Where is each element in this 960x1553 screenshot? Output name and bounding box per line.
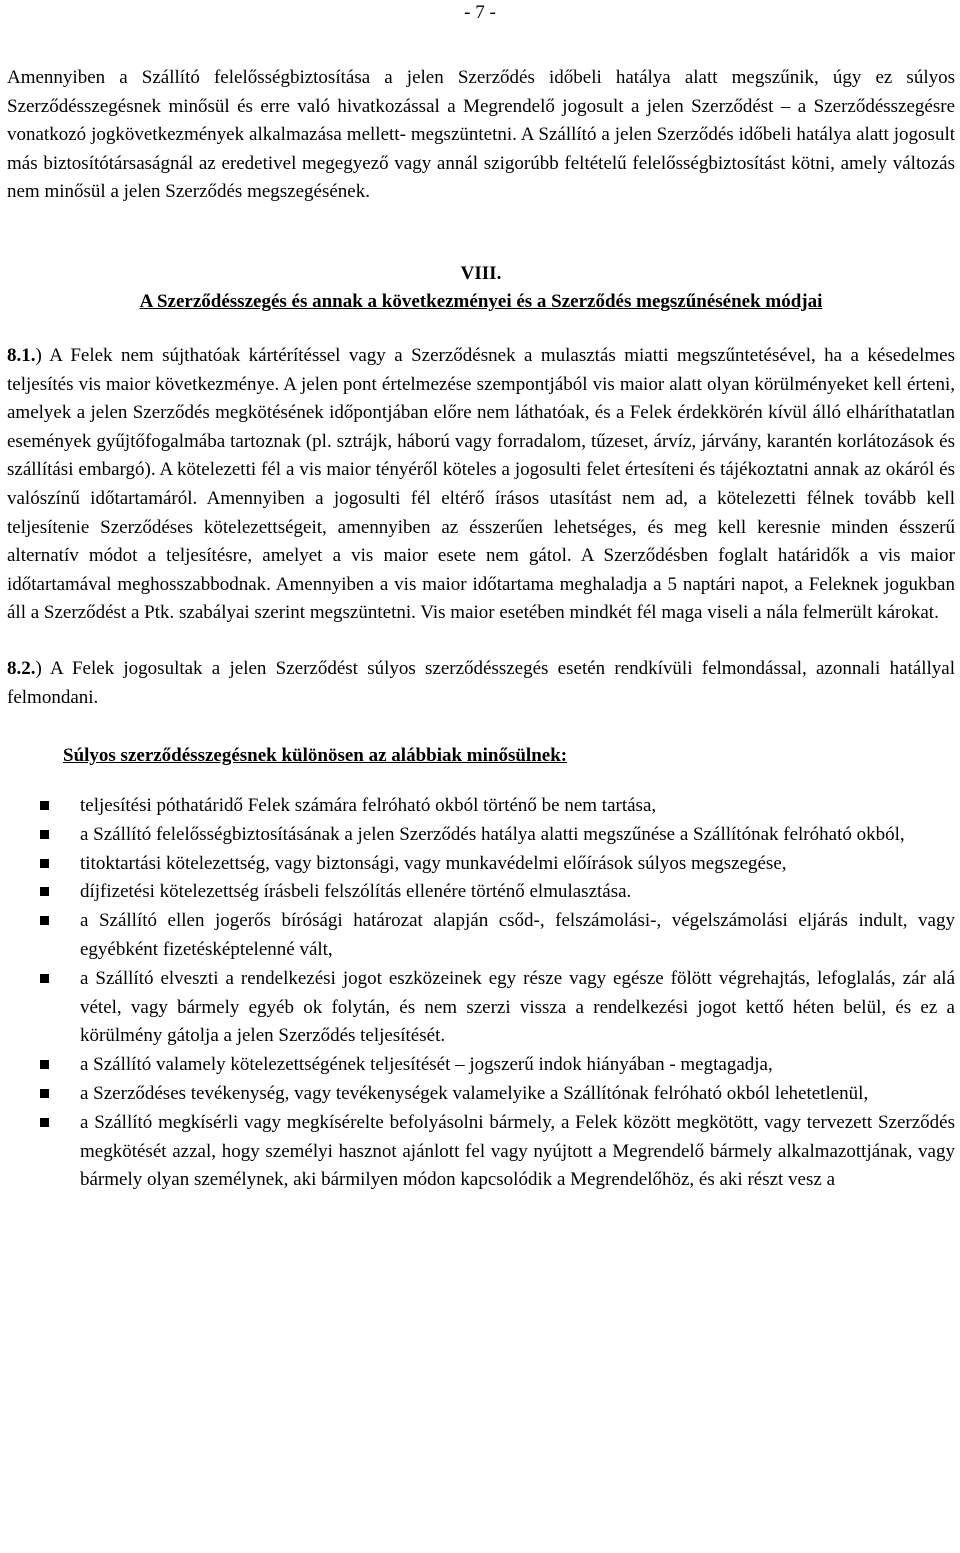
list-heading: Súlyos szerződésszegésnek különösen az alábbiak minősülnek: (63, 745, 568, 767)
list-item (7, 850, 955, 879)
list-item-text: a Szállító megkísérli vagy megkísérelte befolyásolni bármely, a Felek között megkötött, vagy tervezett Szerződés megkötését azzal, hogy személyi hasznot ajánlott fel vagy nyújtott a Megrendelő bármely alkalmazottjának, vagy bármely olyan személynek, aki bármilyen módon kapcsolódik a Megrendelőhöz, és aki részt vesz a (80, 1111, 955, 1191)
intro-paragraph: Amennyiben a Szállító felelősségbiztosítása a jelen Szerződés időbeli hatálya alatt megszűnik, úgy ez súlyos Szerződésszegésnek minősül és erre való hivatkozással a Megrendelő jogosult a jelen Szerződést – a Szerződésszegésre vonatkozó jogkövetkezmények alkalmazása mellett- megszüntetni. A Szállító a jelen Szerződés időbeli hatálya alatt jogosult más biztosítótársaságnál az eredetivel megegyező vagy annál szigorúbb feltételű felelősségbiztosítást kötni, amely változás nem minősül a jelen Szerződés megszegésének. (7, 67, 955, 203)
square-bullet-icon (40, 801, 49, 810)
square-bullet-icon (40, 859, 49, 868)
square-bullet-icon (40, 1089, 49, 1098)
clause-8-2-label: 8.2. (7, 657, 36, 679)
clause-8-2 (7, 655, 955, 712)
list-item (7, 821, 955, 850)
list-item (7, 965, 955, 1051)
square-bullet-icon (40, 887, 49, 896)
list-item (7, 907, 955, 965)
list-item (7, 1109, 955, 1195)
section-number: VIII. (460, 262, 502, 284)
page-number: - 7 - (464, 2, 496, 23)
clause-8-2-text: ) A Felek jogosultak a jelen Szerződést súlyos szerződésszegés esetén rendkívüli felmondással, azonnali hatállyal felmondani. (7, 657, 955, 708)
square-bullet-icon (40, 974, 49, 983)
clause-8-1-label: 8.1. (7, 344, 36, 366)
section-title: A Szerződésszegés és annak a következményei és a Szerződés megszűnésének módjai (139, 290, 823, 312)
list-item (7, 792, 955, 821)
square-bullet-icon (40, 1118, 49, 1127)
list-item-text: titoktartási kötelezettség, vagy biztonsági, vagy munkavédelmi előírások súlyos megszegése, (80, 852, 787, 874)
list-item (7, 1080, 955, 1109)
list-item-text: a Szállító ellen jogerős bírósági határozat alapján csőd-, felszámolási-, végelszámolási eljárás indult, vagy egyébként fizetésképtelenné vált, (80, 910, 955, 961)
square-bullet-icon (40, 830, 49, 839)
list-item-text: a Szállító elveszti a rendelkezési jogot eszközeinek egy része vagy egésze fölött végrehajtás, lefoglalás, zár alá vétel, vagy bármely egyéb ok folytán, és nem szerzi vissza a rendelkezési jogot kettő héten belül, és ez a körülmény gátolja a jelen Szerződés teljesítését. (80, 967, 955, 1047)
document-body (7, 64, 955, 1195)
list-item-text: díjfizetési kötelezettség írásbeli felszólítás ellenére történő elmulasztása. (80, 881, 632, 903)
list-item (7, 1051, 955, 1080)
breach-list (7, 792, 955, 1195)
list-item-text: teljesítési póthatáridő Felek számára felróható okból történő be nem tartása, (80, 795, 657, 817)
list-item-text: a Szerződéses tevékenység, vagy tevékenységek valamelyike a Szállítónak felróható okból lehetetlenül, (80, 1083, 869, 1105)
list-item-text: a Szállító felelősségbiztosításának a jelen Szerződés hatálya alatti megszűnése a Szállítónak felróható okból, (80, 823, 905, 845)
clause-8-1-text: ) A Felek nem sújthatóak kártérítéssel vagy a Szerződésnek a mulasztás miatti megszűntetésével, ha a késedelmes teljesítés vis maior következménye. A jelen pont értelmezése szempontjából vis maior alatt olyan körülményeket kell érteni, amelyek a jelen Szerződés megkötésének időpontjában előre nem láthatóak, és a Felek érdekkörén kívül álló elháríthatatlan események gyűjtőfogalmába tartoznak (pl. sztrájk, háború vagy forradalom, tűzeset, árvíz, járvány, karantén korlátozások és szállítási embargó). A kötelezetti fél a vis maior tényéről köteles a jogosulti felet értesíteni és tájékoztatni annak az okáról és valószínű időtartamáról. Amennyiben a jogosulti fél eltérő írásos utasítást nem ad, a kötelezetti félnek tovább kell teljesítenie Szerződéses kötelezettségeit, amennyiben az ésszerűen lehetséges, és meg kell keresnie minden ésszerű alternatív módot a teljesítésre, amelyet a vis maior esete nem gátol. A Szerződésben foglalt határidők a vis maior időtartamával meghosszabbodnak. Amennyiben a vis maior időtartama meghaladja a 5 naptári napot, a Feleknek jogukban áll a Szerződést a Ptk. szabályai szerint megszüntetni. Vis maior esetében mindkét fél maga viseli a nála felmerült károkat. (7, 344, 955, 624)
square-bullet-icon (40, 916, 49, 925)
clause-8-1 (7, 342, 955, 628)
list-item-text: a Szállító valamely kötelezettségének teljesítését – jogszerű indok hiányában - megtagadja, (80, 1054, 773, 1076)
list-item (7, 878, 955, 907)
square-bullet-icon (40, 1060, 49, 1069)
